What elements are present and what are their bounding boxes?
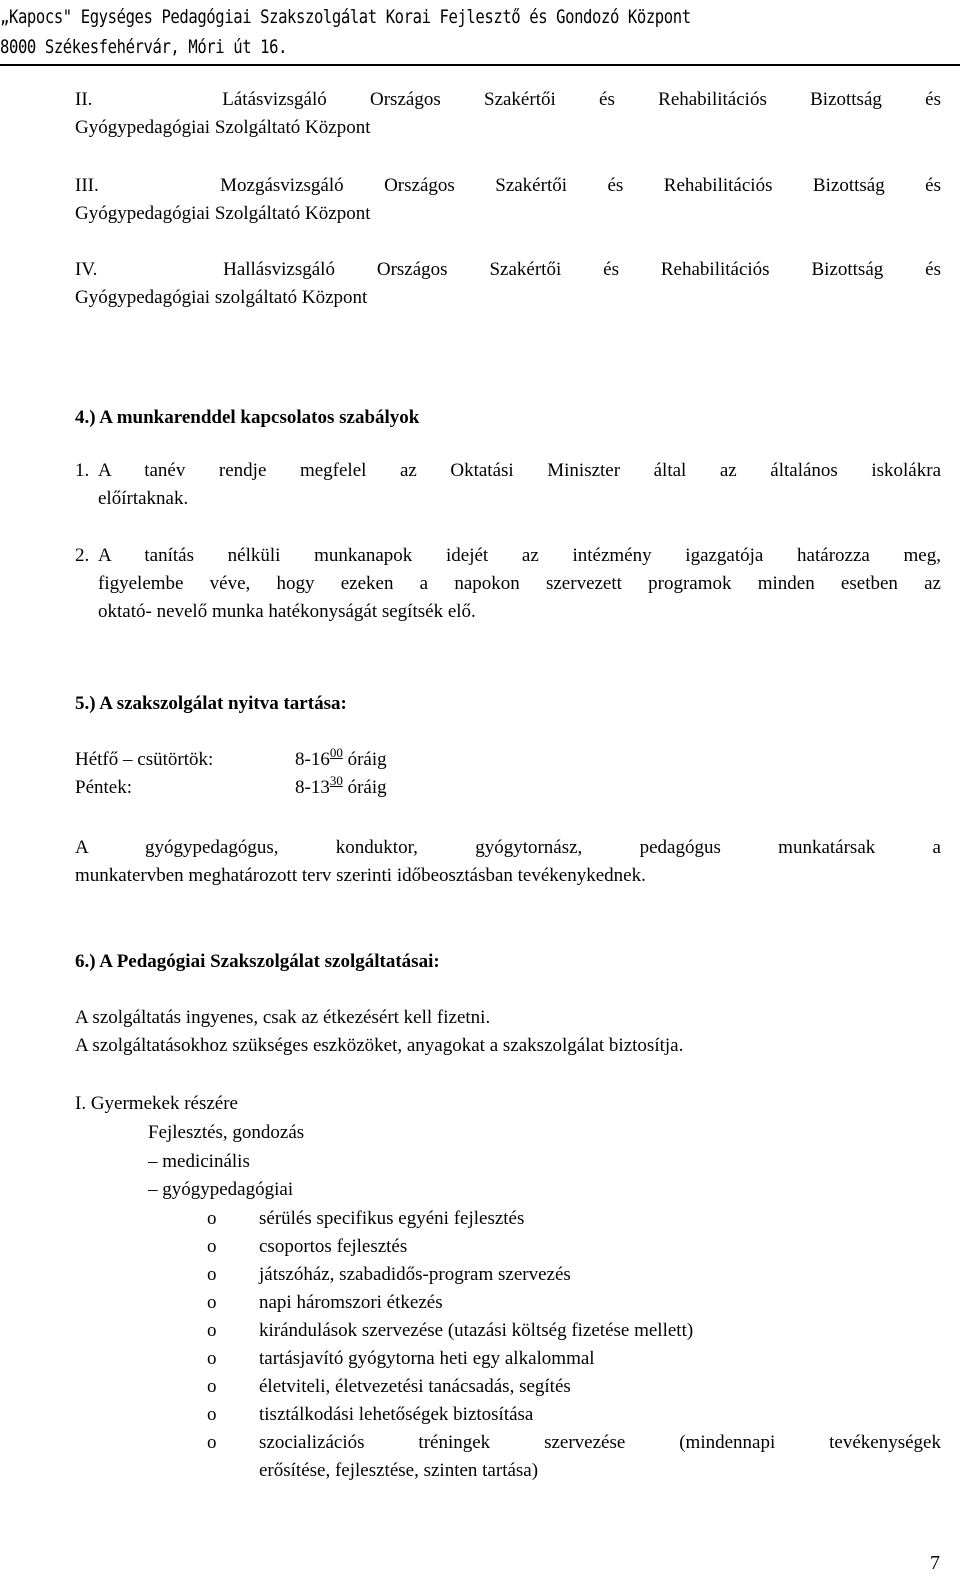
hours-row-mon-thu: Hétfő – csütörtök: $8-16^{00}$ óráig xyxy=(75,745,387,770)
list-item: o napi háromszori étkezés xyxy=(207,1292,443,1313)
section4-item-1: 1. A tanév rendje megfelel az Oktatási Miniszter által az általános iskolákra előírtaknak. xyxy=(75,460,941,509)
page-number: 7 xyxy=(930,1552,940,1574)
service-list xyxy=(207,1205,941,1485)
list-item: o szocializációs tréningek szervezése (mindennapi tevékenységek erősítése, fejlesztése, szinten tartása) xyxy=(207,1432,941,1481)
list-item: o csoportos fejlesztés xyxy=(207,1236,408,1257)
group-title-children: I. Gyermekek részére xyxy=(75,1093,238,1114)
institution-iv: IV. Hallásvizsgáló Országos Szakértői és Rehabilitációs Bizottság és Gyógypedagógiai szolgáltató Központ xyxy=(75,259,941,308)
list-item: o kirándulások szervezése (utazási költség fizetése mellett) xyxy=(207,1320,694,1341)
letterhead-name: „Kapocs" Egységes Pedagógiai Szakszolgálat Korai Fejlesztő és Gondozó Központ xyxy=(0,6,691,28)
institution-iii: III. Mozgásvizsgáló Országos Szakértői és Rehabilitációs Bizottság és Gyógypedagógiai Szolgáltató Központ xyxy=(75,175,941,224)
institution-ii: II. Látásvizsgáló Országos Szakértői és Rehabilitációs Bizottság és Gyógypedagógiai Szolgáltató Központ xyxy=(75,89,941,138)
service-categories: Fejlesztés, gondozás – medicinális – gyógypedagógiai xyxy=(148,1122,305,1200)
section6-intro: A szolgáltatás ingyenes, csak az étkezésért kell fizetni. A szolgáltatásokhoz szükséges eszközöket, anyagokat a szakszolgálat biztosítja. xyxy=(75,1007,684,1056)
header-divider xyxy=(0,64,960,66)
section4-title: 4.) A munkarenddel kapcsolatos szabályok xyxy=(75,407,420,428)
section5-title: 5.) A szakszolgálat nyitva tartása: xyxy=(75,693,347,714)
list-item: o tartásjavító gyógytorna heti egy alkalommal xyxy=(207,1348,595,1369)
letterhead-address: 8000 Székesfehérvár, Móri út 16. xyxy=(0,36,288,58)
letterhead xyxy=(0,2,842,62)
list-item: o sérülés specifikus egyéni fejlesztés xyxy=(207,1208,525,1229)
list-item: o tisztálkodási lehetőségek biztosítása xyxy=(207,1404,534,1425)
list-item: o játszóház, szabadidős-program szervezés xyxy=(207,1264,571,1285)
section6-title: 6.) A Pedagógiai Szakszolgálat szolgáltatásai: xyxy=(75,951,440,972)
section4-item-2: 2. A tanítás nélküli munkanapok idejét az intézmény igazgatója határozza meg, figyelembe véve, hogy ezeken a napokon szervezett programok minden esetben az oktató- nevelő munka hatékonyságát segítsék elő. xyxy=(75,545,941,622)
list-item: o életviteli, életvezetési tanácsadás, segítés xyxy=(207,1376,571,1397)
section5-paragraph: A gyógypedagógus, konduktor, gyógytornász, pedagógus munkatársak a munkatervben meghatározott terv szerinti időbeosztásban tevékenykednek. xyxy=(75,837,941,886)
hours-row-fri: Péntek: $8-13^{30}$ óráig xyxy=(75,773,387,798)
